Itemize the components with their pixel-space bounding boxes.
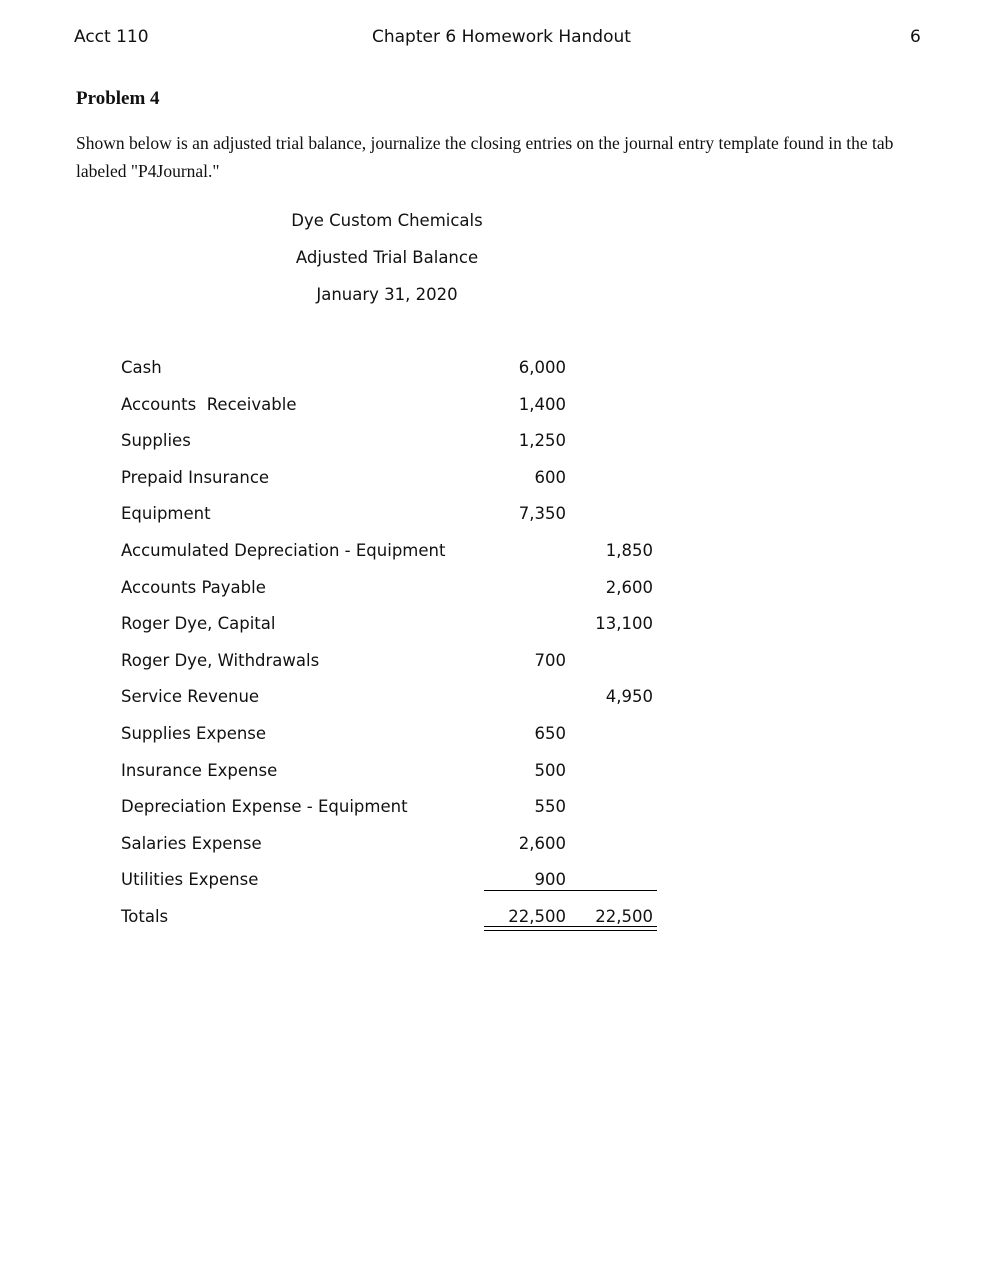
account-name: Prepaid Insurance bbox=[121, 467, 270, 487]
credit-amount: 4,950 bbox=[605, 687, 653, 707]
debit-total: 22,500 bbox=[508, 906, 566, 926]
table-row bbox=[121, 502, 661, 539]
totals-label: Totals bbox=[121, 906, 169, 926]
credit-amount: 1,850 bbox=[605, 540, 653, 560]
table-row bbox=[121, 795, 661, 832]
debit-amount: 900 bbox=[534, 870, 566, 890]
subtotal-underline bbox=[484, 890, 657, 891]
handout-title: Chapter 6 Homework Handout bbox=[372, 27, 631, 47]
account-name: Equipment bbox=[121, 504, 211, 524]
debit-amount: 500 bbox=[534, 760, 566, 780]
total-double-underline bbox=[484, 926, 657, 931]
company-name: Dye Custom Chemicals bbox=[291, 211, 483, 230]
statement-name: Adjusted Trial Balance bbox=[295, 248, 479, 267]
account-name: Utilities Expense bbox=[121, 870, 259, 890]
table-row bbox=[121, 466, 661, 503]
page-number: 6 bbox=[910, 27, 921, 47]
problem-title: Problem 4 bbox=[76, 88, 160, 109]
debit-amount: 1,400 bbox=[518, 394, 566, 414]
table-row bbox=[121, 759, 661, 796]
statement-heading bbox=[240, 209, 534, 320]
table-row bbox=[121, 832, 661, 869]
debit-amount: 650 bbox=[534, 723, 566, 743]
account-name: Supplies Expense bbox=[121, 723, 267, 743]
account-name: Cash bbox=[121, 358, 162, 377]
account-name: Accounts Payable bbox=[121, 577, 266, 597]
table-row bbox=[121, 685, 661, 722]
course-label: Acct 110 bbox=[74, 27, 149, 47]
credit-total: 22,500 bbox=[595, 906, 653, 926]
table-row bbox=[121, 612, 661, 649]
credit-amount: 2,600 bbox=[605, 577, 653, 597]
totals-row bbox=[121, 905, 661, 942]
account-name: Supplies bbox=[121, 431, 191, 451]
account-name: Accounts Receivable bbox=[121, 394, 297, 414]
debit-amount: 700 bbox=[534, 650, 566, 670]
debit-amount: 1,250 bbox=[518, 431, 566, 451]
table-row bbox=[121, 576, 661, 613]
table-row bbox=[121, 539, 661, 576]
table-row bbox=[121, 868, 661, 905]
account-name: Roger Dye, Capital bbox=[121, 614, 276, 634]
account-name: Salaries Expense bbox=[121, 833, 262, 853]
table-row bbox=[121, 356, 661, 393]
account-name: Accumulated Depreciation - Equipment bbox=[121, 540, 446, 560]
debit-amount: 7,350 bbox=[518, 504, 566, 524]
table-row bbox=[121, 393, 661, 430]
debit-amount: 2,600 bbox=[518, 833, 566, 853]
account-name: Roger Dye, Withdrawals bbox=[121, 650, 320, 670]
account-name: Depreciation Expense - Equipment bbox=[121, 797, 408, 817]
problem-instructions: Shown below is an adjusted trial balance, journalize the closing entries on the journal entry template found in the tab labeled "P4Journal." bbox=[76, 133, 894, 181]
credit-amount: 13,100 bbox=[595, 614, 653, 634]
page-header bbox=[0, 27, 993, 51]
table-row bbox=[121, 649, 661, 686]
debit-amount: 6,000 bbox=[518, 358, 566, 377]
account-name: Service Revenue bbox=[121, 687, 260, 707]
table-row bbox=[121, 429, 661, 466]
table-row bbox=[121, 722, 661, 759]
trial-balance-table bbox=[121, 356, 661, 942]
debit-amount: 600 bbox=[534, 467, 566, 487]
debit-amount: 550 bbox=[534, 797, 566, 817]
statement-date: January 31, 2020 bbox=[316, 285, 458, 304]
account-name: Insurance Expense bbox=[121, 760, 278, 780]
